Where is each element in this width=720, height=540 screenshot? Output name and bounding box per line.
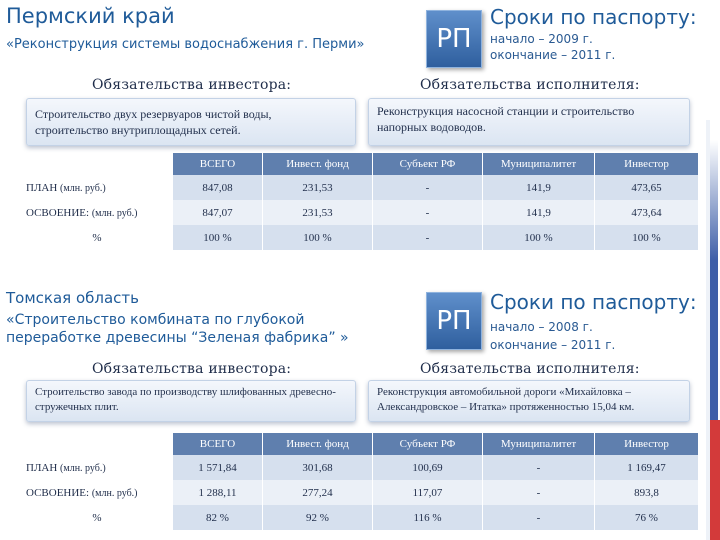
- executor-obligation-text: Реконструкция автомобильной дороги «Михайловка – Александровское – Итатка» протяженностью 15,04 км.: [377, 386, 635, 413]
- investor-obligation-box: [26, 380, 356, 422]
- table-cell: 100 %: [594, 225, 698, 250]
- rp-badge: РП: [426, 10, 482, 68]
- table-cell: 76 %: [594, 505, 698, 530]
- col-header: Субъект РФ: [372, 433, 482, 455]
- terms-start: начало – 2008 г.: [490, 320, 593, 334]
- table-cell: -: [482, 505, 594, 530]
- finance-table: [22, 433, 698, 530]
- table-cell: 1 288,11: [172, 480, 262, 505]
- investor-heading: Обязательства инвестора:: [92, 361, 292, 377]
- terms-end: окончание – 2011 г.: [490, 48, 616, 62]
- table-cell: 231,53: [262, 200, 372, 225]
- row-label: ПЛАН (млн. руб.): [22, 455, 172, 480]
- investor-obligation-box: [26, 98, 356, 146]
- table-cell: 116 %: [372, 505, 482, 530]
- table-row: [22, 480, 698, 505]
- rp-badge: РП: [426, 292, 482, 350]
- table-row: [22, 175, 698, 200]
- table-cell: 117,07: [372, 480, 482, 505]
- table-row: [22, 505, 698, 530]
- executor-obligation-text: Реконструкция насосной станции и строительство напорных водоводов.: [377, 104, 635, 135]
- row-label: %: [22, 505, 172, 530]
- table-cell: 847,08: [172, 175, 262, 200]
- table-cell: 847,07: [172, 200, 262, 225]
- table-cell: 100 %: [482, 225, 594, 250]
- table-header-row: [22, 153, 698, 175]
- terms-start: начало – 2009 г.: [490, 32, 593, 46]
- executor-obligation-box: [368, 98, 690, 146]
- table-cell: 82 %: [172, 505, 262, 530]
- table-cell: 473,64: [594, 200, 698, 225]
- executor-obligation-box: [368, 380, 690, 422]
- table-cell: 100,69: [372, 455, 482, 480]
- terms-end: окончание – 2011 г.: [490, 338, 616, 352]
- table-cell: 1 169,47: [594, 455, 698, 480]
- table-row: [22, 225, 698, 250]
- region-title: Томская область: [6, 289, 139, 307]
- table-cell: -: [372, 200, 482, 225]
- table-cell: -: [372, 175, 482, 200]
- decor-stripe-red: [710, 420, 720, 540]
- project-title: «Строительство комбината по глубокой переработке древесины “Зеленая фабрика” »: [6, 312, 349, 347]
- row-label: ОСВОЕНИЕ: (млн. руб.): [22, 480, 172, 505]
- table-cell: 141,9: [482, 200, 594, 225]
- table-cell: 100 %: [172, 225, 262, 250]
- table-cell: 141,9: [482, 175, 594, 200]
- col-header: Инвестор: [594, 153, 698, 175]
- col-header: Инвест. фонд: [262, 433, 372, 455]
- col-header: Инвест. фонд: [262, 153, 372, 175]
- table-cell: 473,65: [594, 175, 698, 200]
- col-header: ВСЕГО: [172, 433, 262, 455]
- row-label: ОСВОЕНИЕ: (млн. руб.): [22, 200, 172, 225]
- table-corner: [22, 153, 172, 175]
- table-cell: 231,53: [262, 175, 372, 200]
- row-label: ПЛАН (млн. руб.): [22, 175, 172, 200]
- table-cell: -: [482, 455, 594, 480]
- investor-obligation-text: Строительство двух резервуаров чистой воды, строительство внутриплощадных сетей.: [35, 107, 272, 138]
- investor-heading: Обязательства инвестора:: [92, 77, 292, 93]
- table-header-row: [22, 433, 698, 455]
- table-row: [22, 455, 698, 480]
- table-corner: [22, 433, 172, 455]
- project-title: «Реконструкция системы водоснабжения г. Перми»: [6, 37, 365, 52]
- table-cell: 893,8: [594, 480, 698, 505]
- table-cell: -: [482, 480, 594, 505]
- terms-heading: Сроки по паспорту:: [490, 5, 697, 29]
- finance-table: [22, 153, 698, 250]
- investor-obligation-text: Строительство завода по производству шлифованных древесно-стружечных плит.: [35, 386, 336, 413]
- executor-heading: Обязательства исполнителя:: [420, 361, 640, 377]
- col-header: Субъект РФ: [372, 153, 482, 175]
- col-header: Муниципалитет: [482, 153, 594, 175]
- table-cell: -: [372, 225, 482, 250]
- col-header: Инвестор: [594, 433, 698, 455]
- region-title: Пермский край: [6, 4, 175, 28]
- col-header: ВСЕГО: [172, 153, 262, 175]
- table-cell: 92 %: [262, 505, 372, 530]
- table-cell: 277,24: [262, 480, 372, 505]
- executor-heading: Обязательства исполнителя:: [420, 77, 640, 93]
- table-cell: 1 571,84: [172, 455, 262, 480]
- decor-stripe-blue: [710, 140, 718, 440]
- table-cell: 100 %: [262, 225, 372, 250]
- row-label: %: [22, 225, 172, 250]
- table-cell: 301,68: [262, 455, 372, 480]
- col-header: Муниципалитет: [482, 433, 594, 455]
- terms-heading: Сроки по паспорту:: [490, 290, 697, 314]
- table-row: [22, 200, 698, 225]
